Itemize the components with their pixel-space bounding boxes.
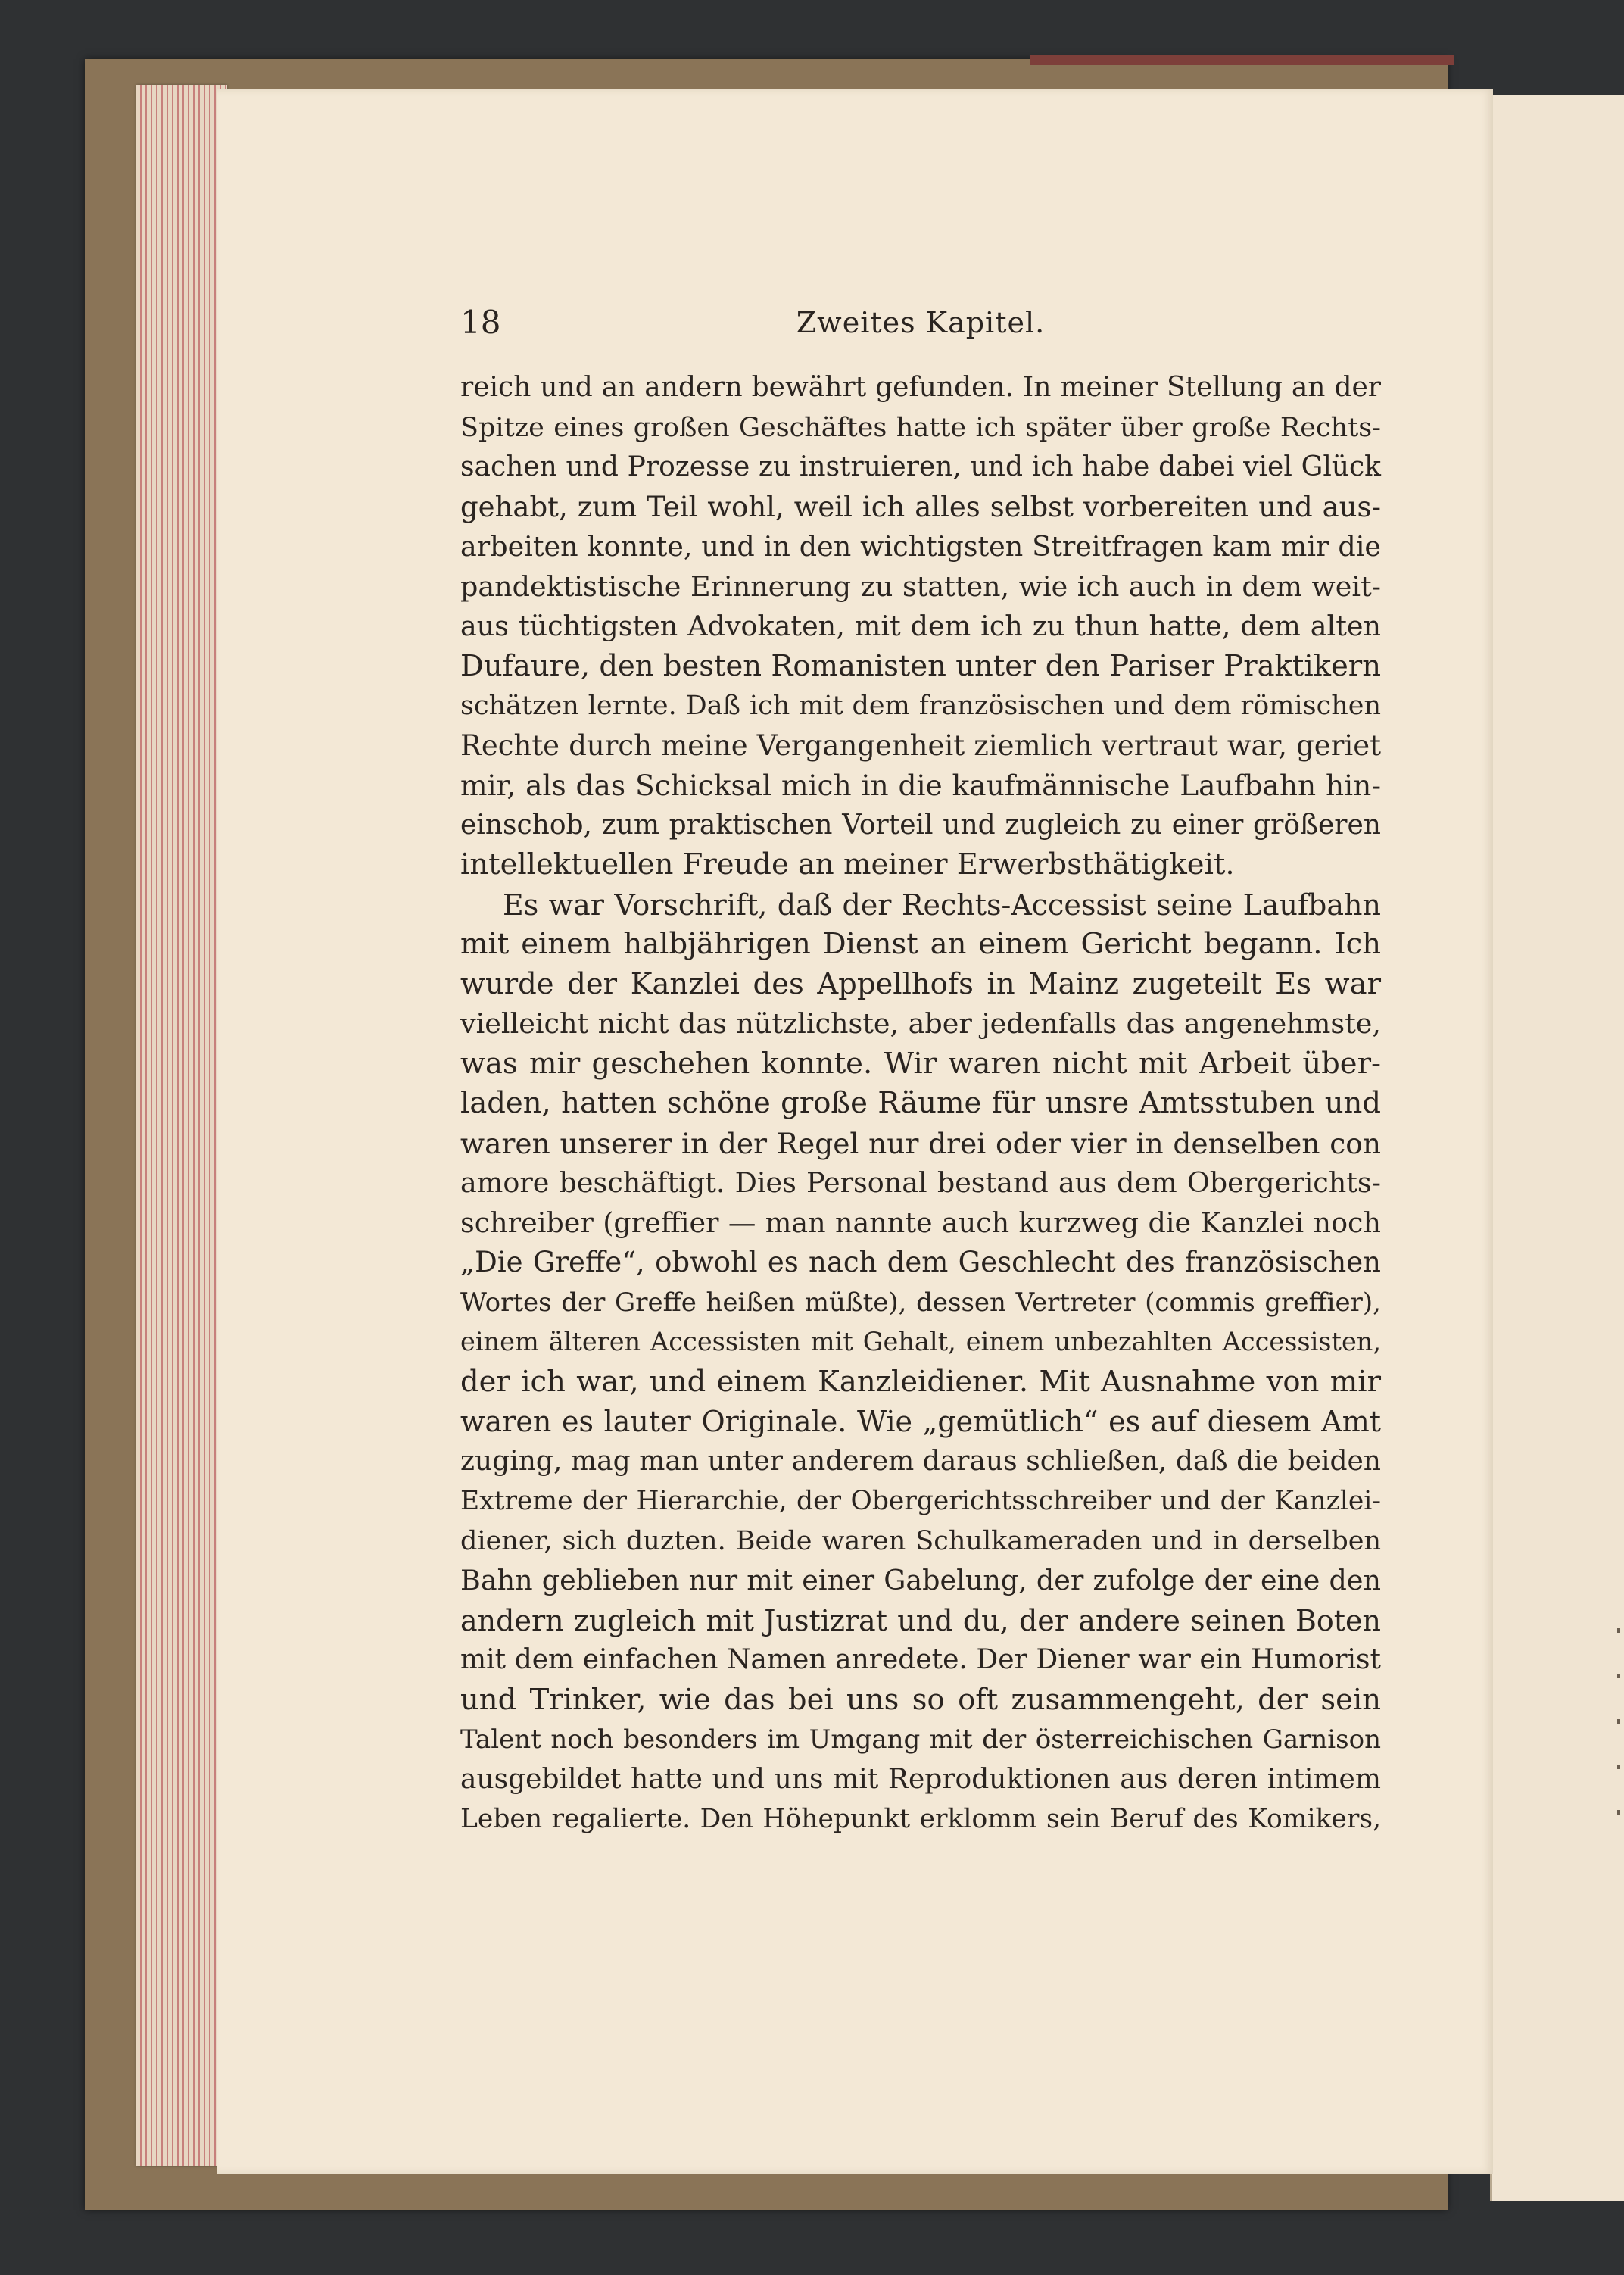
cover-spine-edge <box>1030 55 1454 65</box>
body-text <box>460 368 1381 1840</box>
text-line: schätzen lernte. Daß ich mit dem französischen und dem römischen <box>460 691 1381 721</box>
text-line: zuging, mag man unter anderem daraus schließen, daß die beiden <box>460 1445 1381 1477</box>
next-page-marks <box>1617 1628 1620 1855</box>
text-line: mir, als das Schicksal mich in die kaufmännische Laufbahn hin- <box>460 769 1381 802</box>
text-line: laden, hatten schöne große Räume für unsre Amtsstuben und <box>460 1086 1381 1120</box>
text-line: „Die Greffe“, obwohl es nach dem Geschlecht des französischen <box>460 1246 1381 1278</box>
text-line: Bahn geblieben nur mit einer Gabelung, der zufolge der eine den <box>460 1564 1381 1596</box>
text-line: intellektuellen Freude an meiner Erwerbsthätigkeit. <box>460 847 1235 882</box>
text-line: Extreme der Hierarchie, der Obergerichtsschreiber und der Kanzlei- <box>460 1486 1381 1516</box>
text-line: sachen und Prozesse zu instruieren, und ich habe dabei viel Glück <box>460 451 1381 482</box>
text-line: andern zugleich mit Justizrat und du, der andere seinen Boten <box>460 1603 1381 1637</box>
text-line: was mir geschehen konnte. Wir waren nicht mit Arbeit über- <box>460 1046 1381 1081</box>
text-line: Wortes der Greffe heißen müßte), dessen Vertreter (commis greffier), <box>460 1287 1381 1318</box>
text-line: diener, sich duzten. Beide waren Schulkameraden und in derselben <box>460 1525 1381 1556</box>
text-line: Rechte durch meine Vergangenheit ziemlich vertraut war, geriet <box>460 729 1381 762</box>
page-number: 18 <box>460 304 501 341</box>
running-head: Zweites Kapitel. <box>796 306 1046 339</box>
text-line: vielleicht nicht das nützlichste, aber jedenfalls das angenehmste, <box>460 1007 1381 1040</box>
text-line: reich und an andern bewährt gefunden. In meiner Stellung an der <box>460 372 1381 403</box>
text-line: mit einem halbjährigen Dienst an einem Gericht begann. Ich <box>460 927 1381 961</box>
text-line: aus tüchtigsten Advokaten, mit dem ich zu thun hatte, dem alten <box>460 610 1381 642</box>
text-line: ausgebildet hatte und uns mit Reproduktionen aus deren intimem <box>460 1763 1381 1795</box>
text-line: einem älteren Accessisten mit Gehalt, einem unbezahlten Accessisten, <box>460 1327 1381 1356</box>
text-line: Dufaure, den besten Romanisten unter den Pariser Praktikern <box>460 648 1381 683</box>
text-line: waren es lauter Originale. Wie „gemütlich“ es auf diesem Amt <box>460 1405 1381 1438</box>
page-stack-edge <box>136 85 227 2166</box>
text-line: mit dem einfachen Namen anredete. Der Diener war ein Humorist <box>460 1644 1381 1675</box>
text-line: schreiber (greffier — man nannte auch kurzweg die Kanzlei noch <box>460 1206 1381 1239</box>
text-line: gehabt, zum Teil wohl, weil ich alles selbst vorbereiten und aus- <box>460 490 1381 523</box>
text-line: und Trinker, wie das bei uns so oft zusammengeht, der sein <box>460 1682 1381 1717</box>
text-line: arbeiten konnte, und in den wichtigsten Streitfragen kam mir die <box>460 530 1381 563</box>
text-line: Talent noch besonders im Umgang mit der österreichischen Garnison <box>460 1724 1381 1755</box>
next-page <box>1490 95 1624 2201</box>
text-line: pandektistische Erinnerung zu statten, wie ich auch in dem weit- <box>460 570 1381 603</box>
text-line: amore beschäftigt. Dies Personal bestand aus dem Obergerichts- <box>460 1166 1381 1199</box>
text-line: Spitze eines großen Geschäftes hatte ich später über große Rechts- <box>460 412 1381 443</box>
text-line: Leben regalierte. Den Höhepunkt erklomm sein Beruf des Komikers, <box>460 1804 1381 1834</box>
text-line: der ich war, und einem Kanzleidiener. Mit Ausnahme von mir <box>460 1364 1381 1399</box>
page-header <box>460 300 1381 345</box>
text-line: Es war Vorschrift, daß der Rechts-Accessist seine Laufbahn <box>503 888 1381 922</box>
text-line: einschob, zum praktischen Vorteil und zugleich zu einer größeren <box>460 809 1381 841</box>
text-line: wurde der Kanzlei des Appellhofs in Mainz zugeteilt Es war <box>460 966 1381 1001</box>
text-line: waren unserer in der Regel nur drei oder vier in denselben con <box>460 1126 1381 1160</box>
